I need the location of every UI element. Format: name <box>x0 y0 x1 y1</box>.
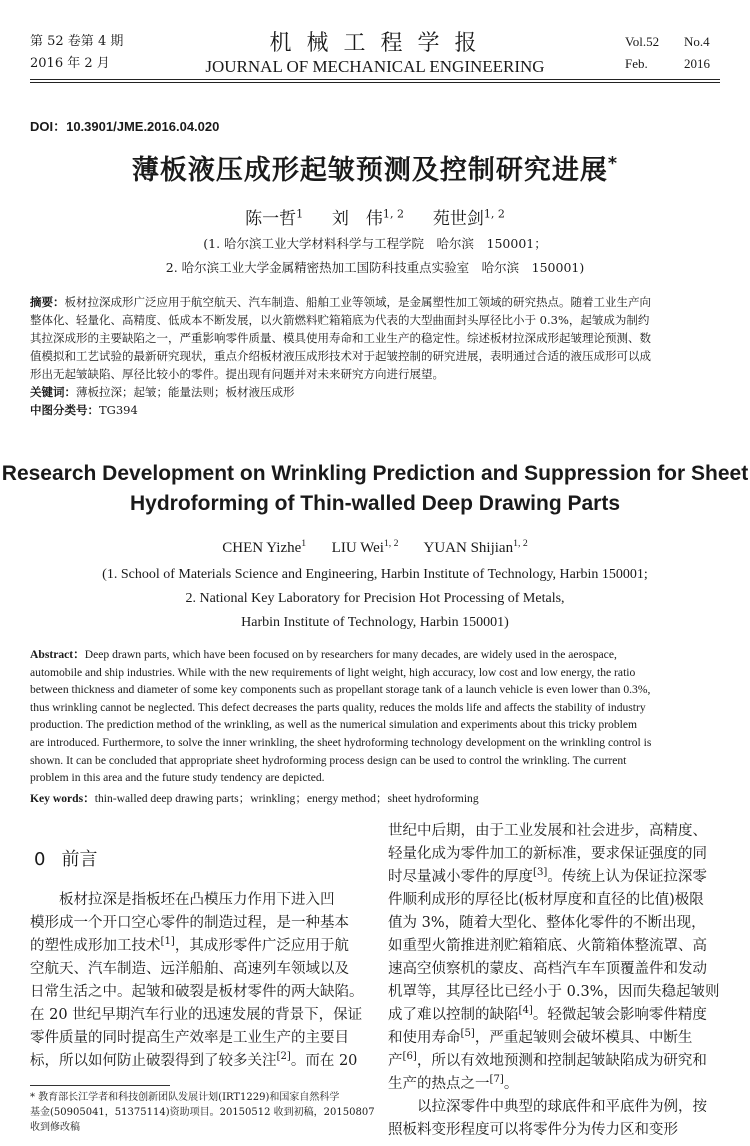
abstract-cn-line: 值模拟和工艺试验的最新研究现状，重点介绍板材液压成形技术对于起皱控制的研究进展，表明通过合适的液压成形可以成 <box>30 349 651 363</box>
body-line <box>388 866 723 889</box>
body-text: 世纪中后期，由于工业发展和社会进步，高精度、 <box>388 823 707 839</box>
abstract-en-line: are introduced. Furthermore, to solve the inner wrinkling, the sheet hydroforming technology development on the wrinkling control is <box>30 735 652 749</box>
author-en: LIU Wei <box>331 540 384 556</box>
affiliation-en-1: (1. School of Materials Science and Engineering, Harbin Institute of Technology, Harbin 150001; <box>102 567 648 582</box>
body-text: 的塑性成形加工技术 <box>30 938 161 954</box>
keywords-cn: 薄板拉深；起皱；能量法则；板材液压成形 <box>76 385 295 399</box>
section-heading <box>34 845 97 871</box>
footnote-line: * 教育部长江学者和科技创新团队发展计划(IRT1229)和国家自然科学 <box>30 1092 340 1103</box>
author-en: CHEN Yizhe <box>222 540 302 556</box>
body-text: 空航天、汽车制造、远洋船舶、高速列车领域以及 <box>30 961 349 977</box>
footnote-line: 基金(50905041，51375114)资助项目。20150512 收到初稿，20150807 <box>30 1107 375 1118</box>
title-cn: 薄板液压成形起皱预测及控制研究进展* <box>131 154 619 186</box>
body-text: 。轻微起皱会影响零件精度 <box>532 1007 707 1023</box>
author-affil-mark: 1 <box>296 207 304 221</box>
keywords-en-label: Key words： <box>30 791 95 805</box>
body-text: 在 20 世纪早期汽车行业的迅速发展的背景下，保证 <box>30 1007 363 1023</box>
author-affil-mark: 1, 2 <box>483 207 505 221</box>
body-text: 。而在 20 <box>290 1053 358 1069</box>
abstract-en-line: production. The prediction method of the wrinkling, as well as the numerical simulation and experiments about this tricky problem <box>30 718 638 732</box>
header-number-en: No.4 <box>684 34 710 49</box>
abstract-en <box>30 646 722 807</box>
citation-ref[interactable]: [7] <box>489 1074 504 1086</box>
body-line <box>30 935 365 958</box>
body-line <box>30 912 365 935</box>
body-text: 日常生活之中。起皱和破裂是板材零件的两大缺陷。 <box>30 984 364 1000</box>
body-line <box>30 889 365 912</box>
body-line <box>388 1073 723 1096</box>
body-line <box>30 1027 365 1050</box>
body-text: 。 <box>503 1076 519 1092</box>
journal-title-cn: 机 械 工 程 学 报 <box>269 31 481 56</box>
abstract-en-line: thus wrinkling cannot be neglected. This defect decreases the parts quality, reduces the molds life and affects the stability of industry <box>30 700 646 714</box>
body-line <box>388 820 723 843</box>
body-line <box>388 1050 723 1073</box>
citation-ref[interactable]: [2] <box>276 1051 291 1063</box>
body-text: 。传统上认为保证拉深零 <box>547 869 707 885</box>
header-month-en: Feb. <box>625 56 648 71</box>
authors-cn <box>0 204 750 229</box>
header-volume-en: Vol.52 <box>625 34 660 49</box>
abstract-en-line: automobile and ship industries. While with the new requirements of light weight, high accuracy, low cost and low energy, the ratio <box>30 665 636 679</box>
citation-ref[interactable]: [5] <box>460 1028 475 1040</box>
keywords-en: thin-walled deep drawing parts；wrinkling；energy method；sheet hydroforming <box>94 791 479 805</box>
clc-code: TG394 <box>99 403 138 417</box>
body-line <box>388 1027 723 1050</box>
abstract-cn-line: 其拉深成形的主要缺陷之一，严重影响零件质量、模具使用寿命和工业生产的稳定性。综述板材拉深成形起皱理论预测、数 <box>30 331 651 345</box>
header-rule-bottom <box>30 82 720 83</box>
author-cn: 苑世剑 <box>432 209 484 229</box>
body-text: 板材拉深是指板坯在凸模压力作用下进入凹 <box>30 892 335 908</box>
body-text: ，所以有效地预测和控制起皱缺陷成为研究和 <box>416 1053 707 1069</box>
body-line <box>388 889 723 912</box>
abstract-cn <box>30 293 722 419</box>
header-rule-top <box>30 79 720 80</box>
body-text: 标，所以如何防止破裂得到了较多关注 <box>30 1053 277 1069</box>
footnote-line: 收到修改稿 <box>30 1122 80 1133</box>
body-text: 速高空侦察机的蒙皮、高档汽车车顶覆盖件和发动 <box>388 961 707 977</box>
clc-label: 中图分类号： <box>30 403 99 417</box>
keywords-cn-label: 关键词： <box>30 385 76 399</box>
title-footnote-mark: * <box>607 154 619 174</box>
footnote-rule <box>30 1085 170 1086</box>
title-en-line-1: Research Development on Wrinkling Prediction and Suppression for Sheet <box>1 462 749 485</box>
right-column <box>388 820 723 1142</box>
abstract-en-line: problem in this area and the future study tendency are depicted. <box>30 771 325 785</box>
body-text: 轻量化成为零件加工的新标准，要求保证强度的同 <box>388 846 707 862</box>
author-cn: 陈一哲 <box>245 209 297 229</box>
body-text: ，严重起皱则会破坏模具、中断生 <box>474 1030 693 1046</box>
title-en-line-2: Hydroforming of Thin-walled Deep Drawing Parts <box>129 492 621 515</box>
body-text: 产 <box>388 1053 403 1069</box>
author-affil-mark: 1 <box>301 538 307 549</box>
abstract-cn-line: 形出无起皱缺陷、厚径比较小的零件。提出现有问题并对未来研究方向进行展望。 <box>30 367 444 381</box>
abstract-cn-label: 摘要： <box>30 295 65 309</box>
body-line <box>30 1004 365 1027</box>
abstract-en-line: shown. It can be concluded that appropriate sheet hydroforming process design can be used to control the wrinkling. The current <box>30 753 627 767</box>
author-affil-mark: 1, 2 <box>513 538 528 549</box>
body-text: 件顺利成形的厚径比(板材厚度和直径的比值)极限 <box>388 892 704 908</box>
body-line <box>30 958 365 981</box>
body-text: 成了难以控制的缺陷 <box>388 1007 519 1023</box>
header-date-cn: 2016 年 2 月 <box>30 56 110 71</box>
header-year-en: 2016 <box>684 56 710 71</box>
body-text: ，其成形零件广泛应用于航 <box>174 938 349 954</box>
author-affil-mark: 1, 2 <box>383 538 399 549</box>
citation-ref[interactable]: [1] <box>160 936 175 948</box>
affiliation-cn-2: 2. 哈尔滨工业大学金属精密热加工国防科技重点实验室 哈尔滨 150001) <box>165 260 585 275</box>
header-volume-cn: 第 52 卷第 4 期 <box>30 34 124 49</box>
author-affil-mark: 1, 2 <box>382 207 405 221</box>
body-line <box>388 843 723 866</box>
affiliation-cn-1: (1. 哈尔滨工业大学材料科学与工程学院 哈尔滨 150001； <box>203 236 547 251</box>
body-line <box>30 1050 365 1073</box>
section-number: 0 <box>34 849 46 870</box>
footnote <box>30 1090 375 1135</box>
body-text: 以拉深零件中典型的球底件和平底件为例，按 <box>388 1099 707 1115</box>
abstract-cn-line: 板材拉深成形广泛应用于航空航天、汽车制造、船舶工业等领域，是金属塑性加工领域的研究热点。随着工业生产向 <box>64 295 651 309</box>
citation-ref[interactable]: [4] <box>518 1005 533 1017</box>
body-text: 生产的热点之一 <box>388 1076 490 1092</box>
body-line <box>388 981 723 1004</box>
body-text: 机罩等，其厚径比已经小于 0.3%，因而失稳起皱则 <box>388 984 720 1000</box>
body-text: 模形成一个开口空心零件的制造过程，是一种基本 <box>30 915 349 931</box>
body-line <box>388 912 723 935</box>
body-text: 和使用寿命 <box>388 1030 461 1046</box>
citation-ref[interactable]: [6] <box>402 1051 417 1063</box>
citation-ref[interactable]: [3] <box>533 867 548 879</box>
body-text: 如重型火箭推进剂贮箱箱底、火箭箱体整流罩、高 <box>388 938 707 954</box>
journal-title-en: JOURNAL OF MECHANICAL ENGINEERING <box>205 57 545 76</box>
body-text: 值为 3%，随着大型化、整体化零件的不断出现， <box>388 915 706 931</box>
abstract-en-line: between thickness and diameter of some key components such as propellant storage tank of a launch vehicle is even lower than 0.3%, <box>30 683 651 697</box>
abstract-cn-line: 整体化、轻量化、高精度、低成本不断发展，以火箭燃料贮箱箱底为代表的大型曲面封头厚径比小于 0.3%，起皱成为制约 <box>30 313 650 327</box>
abstract-en-label: Abstract： <box>30 648 85 661</box>
authors-en <box>0 540 750 557</box>
affiliation-en-3: Harbin Institute of Technology, Harbin 150001) <box>241 615 509 630</box>
body-text: 照板料变形程度可以将零件分为传力区和变形 <box>388 1122 678 1138</box>
abstract-en-line: Deep drawn parts, which have been focused on by researchers for many decades, are widely used in the aerospace, <box>84 648 617 661</box>
doi: DOI：10.3901/JME.2016.04.020 <box>30 119 220 134</box>
affiliation-en-2: 2. National Key Laboratory for Precision Hot Processing of Metals, <box>185 591 565 606</box>
section-title: 前言 <box>61 849 98 870</box>
author-cn: 刘 伟 <box>331 209 383 229</box>
body-line <box>388 958 723 981</box>
author-en: YUAN Shijian <box>423 540 514 556</box>
body-line <box>388 1096 723 1119</box>
body-text: 零件质量的同时提高生产效率是工业生产的主要目 <box>30 1030 349 1046</box>
body-line <box>388 935 723 958</box>
left-column <box>30 889 365 1073</box>
body-line <box>388 1004 723 1027</box>
body-line <box>30 981 365 1004</box>
body-text: 时尽量减小零件的厚度 <box>388 869 533 885</box>
body-line <box>388 1119 723 1142</box>
